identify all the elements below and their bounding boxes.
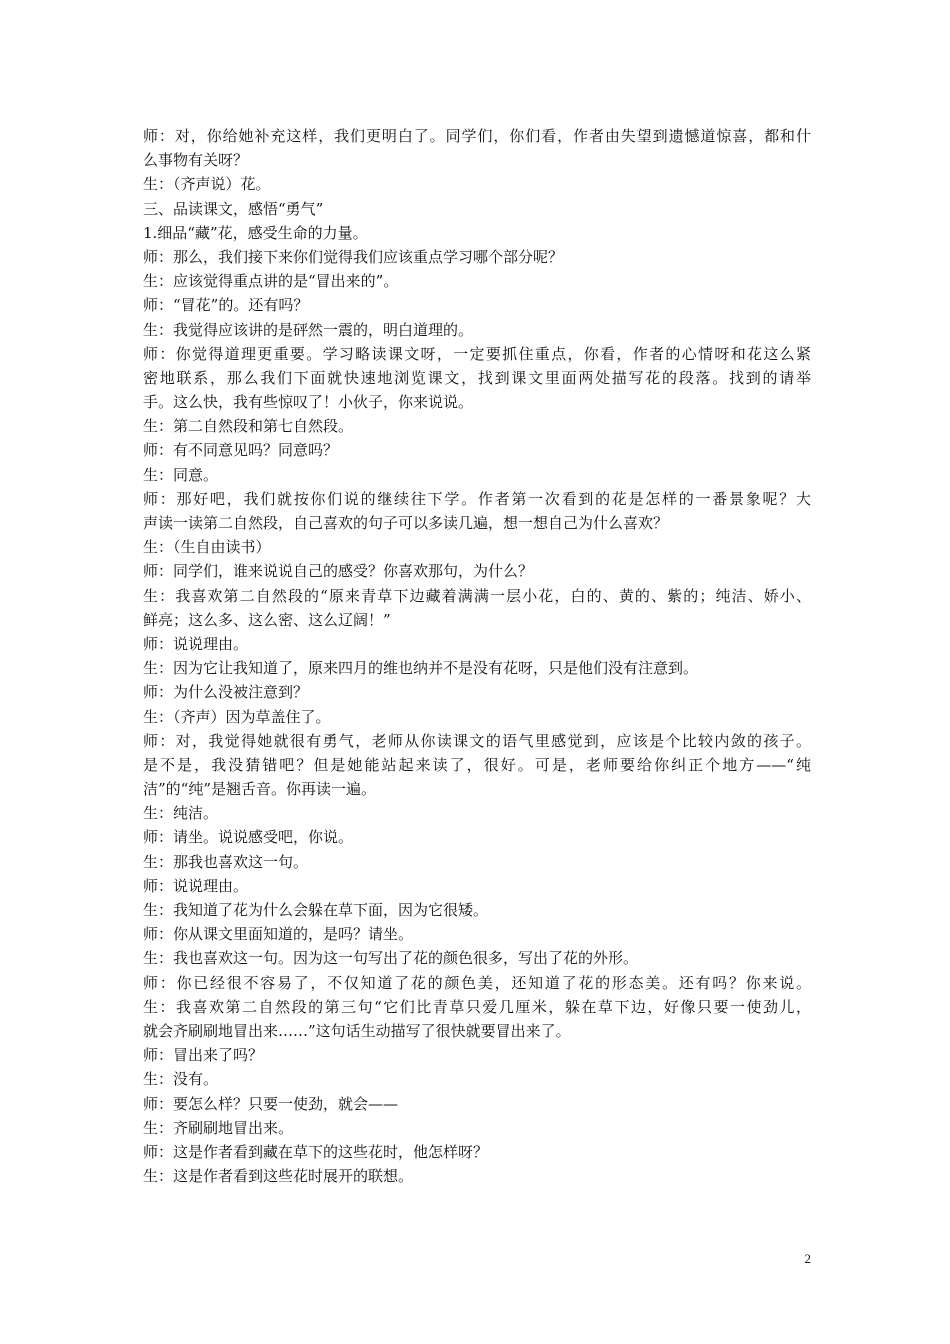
document-body	[143, 124, 811, 1188]
text-line: 师：为什么没被注意到？	[143, 683, 309, 702]
text-line: 师：你已经很不容易了，不仅知道了花的颜色美，还知道了花的形态美。还有吗？你来说。	[143, 973, 811, 992]
text-line: 生：没有。	[143, 1070, 219, 1089]
text-line: 生：我喜欢第二自然段的“原来青草下边藏着满满一层小花，白的、黄的、紫的；纯洁、娇小、	[143, 586, 811, 605]
text-line: 生：齐刷刷地冒出来。	[143, 1118, 294, 1137]
text-line: 生：这是作者看到这些花时展开的联想。	[143, 1167, 414, 1186]
text-line: 师：要怎么样？只要一使劲，就会——	[143, 1094, 399, 1113]
text-line: 师：你从课文里面知道的，是吗？请坐。	[143, 925, 414, 944]
page-number: 2	[804, 1251, 811, 1266]
text-line: 手。这么快，我有些惊叹了！小伙子，你来说说。	[143, 393, 474, 412]
text-line: 师：这是作者看到藏在草下的这些花时，他怎样呀？	[143, 1142, 489, 1161]
text-line: 生：那我也喜欢这一句。	[143, 852, 309, 871]
text-line: 师：那么，我们接下来你们觉得我们应该重点学习哪个部分呢？	[143, 247, 564, 266]
text-line: 生：我知道了花为什么会躲在草下面，因为它很矮。	[143, 901, 489, 919]
text-line: 三、品读课文，感悟“勇气”	[143, 199, 324, 218]
text-line: 就会齐刷刷地冒出来……”这句话生动描写了很快就要冒出来了。	[143, 1021, 571, 1040]
text-line: 生：我觉得应该讲的是砰然一震的，明白道理的。	[143, 320, 474, 339]
text-line: 生：（齐声说）花。	[143, 175, 271, 194]
text-line: 密地联系，那么我们下面就快速地浏览课文，找到课文里面两处描写花的段落。找到的请举	[143, 368, 811, 387]
text-line: 生：因为它让我知道了，原来四月的维也纳并不是没有花呀，只是他们没有注意到。	[143, 659, 699, 678]
text-line: 师：对，我觉得她就很有勇气，老师从你读课文的语气里感觉到，应该是个比较内敛的孩子。	[143, 731, 811, 750]
text-line: 生：应该觉得重点讲的是“冒出来的”。	[143, 272, 399, 291]
text-line: 师：有不同意见吗？同意吗？	[143, 441, 339, 460]
text-line: 生：我喜欢第二自然段的第三句“它们比青草只爱几厘米，躲在草下边，好像只要一使劲儿，	[143, 997, 811, 1016]
text-line: 是不是，我没猜错吧？但是她能站起来读了，很好。可是，老师要给你纠正个地方——“纯	[143, 755, 811, 774]
text-line: 生：我也喜欢这一句。因为这一句写出了花的颜色很多，写出了花的外形。	[143, 949, 639, 968]
text-line: 师：说说理由。	[143, 634, 249, 653]
text-line: 生：纯洁。	[143, 804, 219, 823]
text-line: 师：说说理由。	[143, 876, 249, 895]
text-line: 声读一读第二自然段，自己喜欢的句子可以多读几遍，想一想自己为什么喜欢？	[143, 514, 669, 532]
text-line: 师：请坐。说说感受吧，你说。	[143, 828, 354, 847]
text-line: 1.细品“藏”花，感受生命的力量。	[143, 223, 368, 242]
text-line: 师：对，你给她补充这样，我们更明白了。同学们，你们看，作者由失望到遗憾道惊喜，都和什	[143, 127, 811, 145]
text-line: 洁”的“纯”是翘舌音。你再读一遍。	[143, 780, 377, 799]
text-line: 生：（生自由读书）	[143, 538, 271, 557]
text-line: 师：那好吧，我们就按你们说的继续往下学。作者第一次看到的花是怎样的一番景象呢？大	[143, 489, 811, 508]
text-line: 鲜亮；这么多、这么密、这么辽阔！”	[143, 610, 391, 629]
text-line: 师：同学们，谁来说说自己的感受？你喜欢那句，为什么？	[143, 562, 534, 581]
text-line: 师：你觉得道理更重要。学习略读课文呀，一定要抓住重点，你看，作者的心情呀和花这么紧	[143, 344, 811, 363]
text-line: 生：第二自然段和第七自然段。	[143, 417, 354, 436]
text-line: 生：（齐声）因为草盖住了。	[143, 707, 331, 726]
text-line: 师：“冒花”的。还有吗？	[143, 296, 309, 315]
text-line: 生：同意。	[143, 465, 219, 484]
text-line: 么事物有关呀？	[143, 151, 249, 170]
text-line: 师：冒出来了吗？	[143, 1046, 264, 1065]
